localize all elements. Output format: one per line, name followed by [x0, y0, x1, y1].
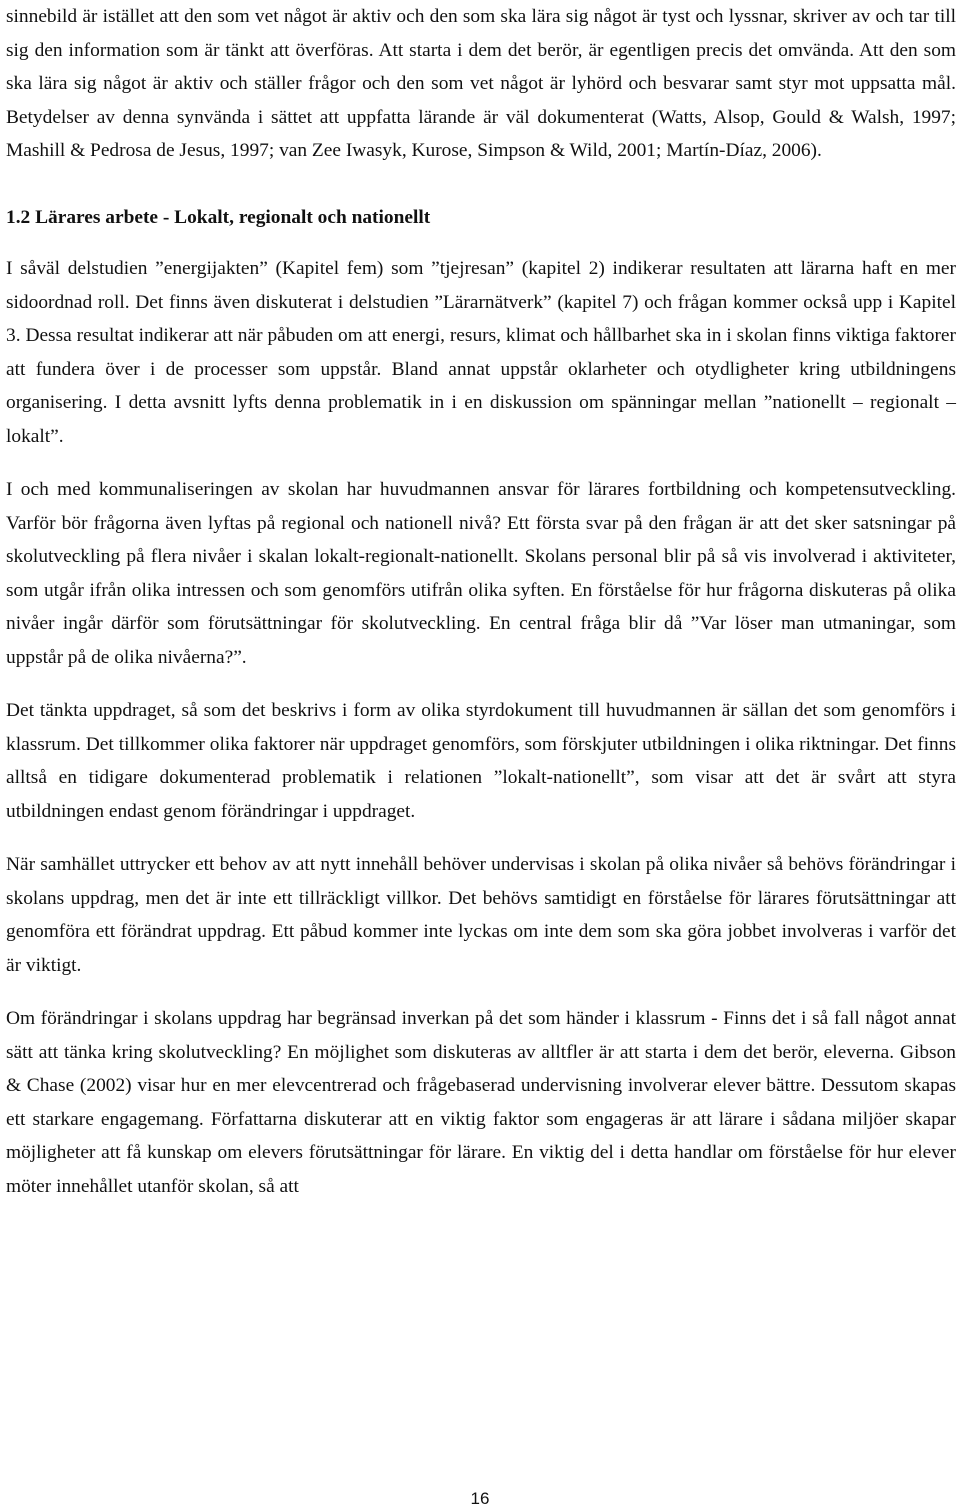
- document-page: [6, 0, 956, 1203]
- paragraph: När samhället uttrycker ett behov av att nytt innehåll behöver undervisas i skolan på olika nivåer så behövs förändringar i skolans uppdrag, men det är inte ett tillräckligt villkor. Det behövs samtidigt en förståelse för lärares förutsättningar att genomföra ett förändrat uppdrag. Ett påbud kommer inte lyckas om inte dem som ska göra jobbet involveras i varför det är viktigt.: [6, 854, 956, 976]
- intro-paragraph: sinnebild är istället att den som vet något är aktiv och den som ska lära sig något är tyst och lyssnar, skriver av och tar till sig den information som är tänkt att överföras. Att starta i dem det berör, är egentligen precis det omvända. Att den som ska lära sig något är aktiv och ställer frågor och den som vet något är lyhörd och besvarar samt styr mot uppsatta mål. Betydelser av denna synvända i sättet att uppfatta lärande är väl dokumenterat (Watts, Alsop, Gould & Walsh, 1997; Mashill & Pedrosa de Jesus, 1997; van Zee Iwasyk, Kurose, Simpson & Wild, 2001; Martín-Díaz, 2006).: [6, 6, 956, 161]
- page-number: 16: [470, 1489, 490, 1508]
- paragraph: I såväl delstudien ”energijakten” (Kapitel fem) som ”tjejresan” (kapitel 2) indikerar resultaten att lärarna haft en mer sidoordnad roll. Det finns även diskuterat i delstudien ”Lärarnätverk” (kapitel 7) och frågan kommer också upp i Kapitel 3. Dessa resultat indikerar att när påbuden om att energi, resurs, klimat och hållbarhet ska in i skolan finns viktiga faktorer att fundera över i de processer som uppstår. Bland annat uppstår oklarheter och otydligheter kring utbildningens organisering. I detta avsnitt lyfts denna problematik in i en diskussion om spänningar mellan ”nationellt – regionalt – lokalt”.: [6, 258, 956, 447]
- paragraph: Det tänkta uppdraget, så som det beskrivs i form av olika styrdokument till huvudmannen är sällan det som genomförs i klassrum. Det tillkommer olika faktorer när uppdraget genomförs, som förskjuter utbildningen i olika riktningar. Det finns alltså en tidigare dokumenterad problematik i relationen ”lokalt-nationellt”, som visar att det är svårt att styra utbildningen endast genom förändringar i uppdraget.: [6, 700, 956, 822]
- paragraph: Om förändringar i skolans uppdrag har begränsad inverkan på det som händer i klassrum - Finns det i så fall något annat sätt att tänka kring skolutveckling? En möjlighet som diskuteras av alltfler är att starta i dem det berör, eleverna. Gibson & Chase (2002) visar hur en mer elevcentrerad och frågebaserad undervisning involverar elever bättre. Dessutom skapas ett starkare engagemang. Författarna diskuterar att en viktig faktor som engageras är att lärare i sådana miljöer skapar möjligheter att få kunskap om elevers förutsättningar för lärare. En viktig del i detta handlar om förståelse för hur elever möter innehållet utanför skolan, så att: [6, 1008, 956, 1197]
- section-heading: 1.2 Lärares arbete - Lokalt, regionalt och nationellt: [6, 206, 431, 228]
- paragraph: I och med kommunaliseringen av skolan har huvudmannen ansvar för lärares fortbildning och kompetensutveckling. Varför bör frågorna även lyftas på regional och nationell nivå? Ett första svar på den frågan är att det sker satsningar på skolutveckling på flera nivåer i skalan lokalt-regionalt-nationellt. Skolans personal blir på så vis involverad i aktiviteter, som utgår ifrån olika intressen och som genomförs utifrån olika syften. En förståelse för hur frågorna diskuteras på olika nivåer ingår därför som förutsättningar för skolutveckling. En central fråga blir då ”Var löser man utmaningar, som uppstår på de olika nivåerna?”.: [6, 479, 956, 668]
